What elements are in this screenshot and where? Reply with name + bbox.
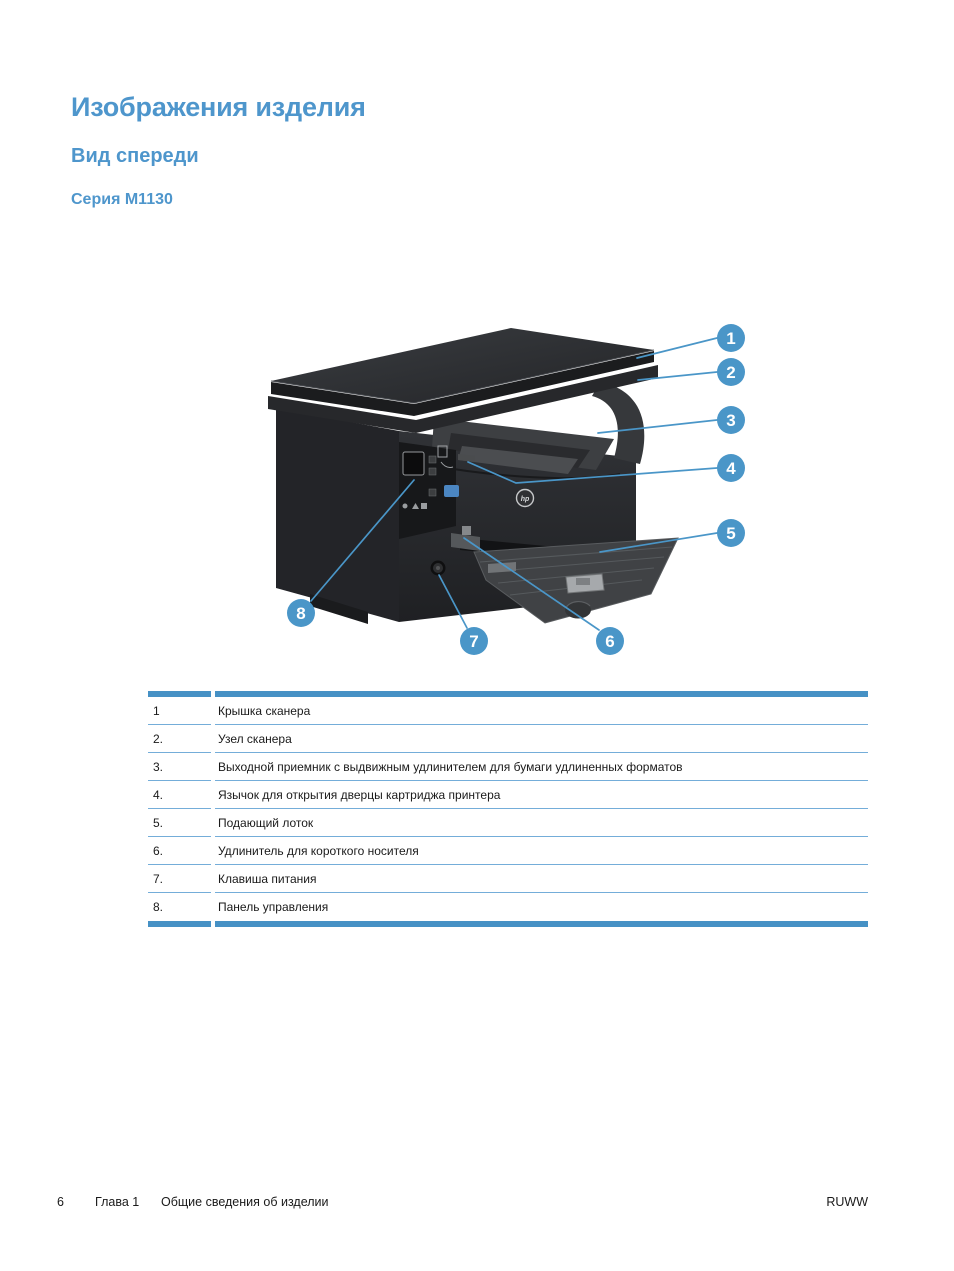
row-number: 8. (153, 900, 164, 914)
row-number: 3. (148, 753, 211, 781)
svg-text:hp: hp (520, 496, 530, 503)
row-description: Панель управления (218, 900, 329, 914)
hp-logo (517, 490, 534, 507)
power-button (431, 561, 446, 576)
page-title: Изображения изделия (71, 92, 366, 122)
table-row-7 (148, 865, 868, 893)
footer-chapter: Глава 1 (95, 1195, 140, 1209)
page-number: 6 (57, 1195, 64, 1209)
row-number: 1 (148, 697, 211, 725)
table-bottom-bar (148, 921, 868, 927)
callout-5: 5 (717, 519, 745, 547)
parts-table (148, 691, 868, 927)
printer-figure (248, 250, 758, 660)
down-button (429, 468, 436, 475)
row-number: 2. (148, 725, 211, 753)
table-row-2 (148, 725, 868, 753)
subsection-title: Серия M1130 (71, 191, 173, 208)
callout-4: 4 (717, 454, 745, 482)
row-description: Удлинитель для короткого носителя (215, 837, 868, 865)
display (403, 452, 424, 475)
row-description: Подающий лоток (215, 809, 868, 837)
scan-button (444, 485, 459, 497)
row-description: Клавиша питания (215, 865, 868, 893)
footer-section: Общие сведения об изделии (161, 1195, 329, 1209)
callout-2: 2 (717, 358, 745, 386)
section-title: Вид спереди (71, 145, 199, 167)
table-row-8 (148, 893, 868, 921)
row-number: 6. (148, 837, 211, 865)
row-description: Выходной приемник с выдвижным удлинителем для бумаги удлиненных форматов (215, 753, 868, 781)
callout-7: 7 (460, 627, 488, 655)
callout-8: 8 (287, 599, 315, 627)
cancel-button (429, 489, 436, 496)
table-row-5 (148, 809, 868, 837)
row-description: Узел сканера (215, 725, 868, 753)
row-description: Язычок для открытия дверцы картриджа принтера (215, 781, 868, 809)
table-row-1 (148, 697, 868, 725)
callout-1: 1 (717, 324, 745, 352)
control-panel (399, 442, 459, 539)
row-number: 4. (148, 781, 211, 809)
callout-6: 6 (596, 627, 624, 655)
table-row-4 (148, 781, 868, 809)
up-button (429, 456, 436, 463)
footer-doc-code: RUWW (826, 1195, 868, 1209)
table-row-6 (148, 837, 868, 865)
callout-3: 3 (717, 406, 745, 434)
row-description: Крышка сканера (215, 697, 868, 725)
row-number: 5. (148, 809, 211, 837)
printer-illustration (248, 250, 758, 660)
row-number: 7. (148, 865, 211, 893)
page-footer (0, 1195, 954, 1215)
table-row-3 (148, 753, 868, 781)
